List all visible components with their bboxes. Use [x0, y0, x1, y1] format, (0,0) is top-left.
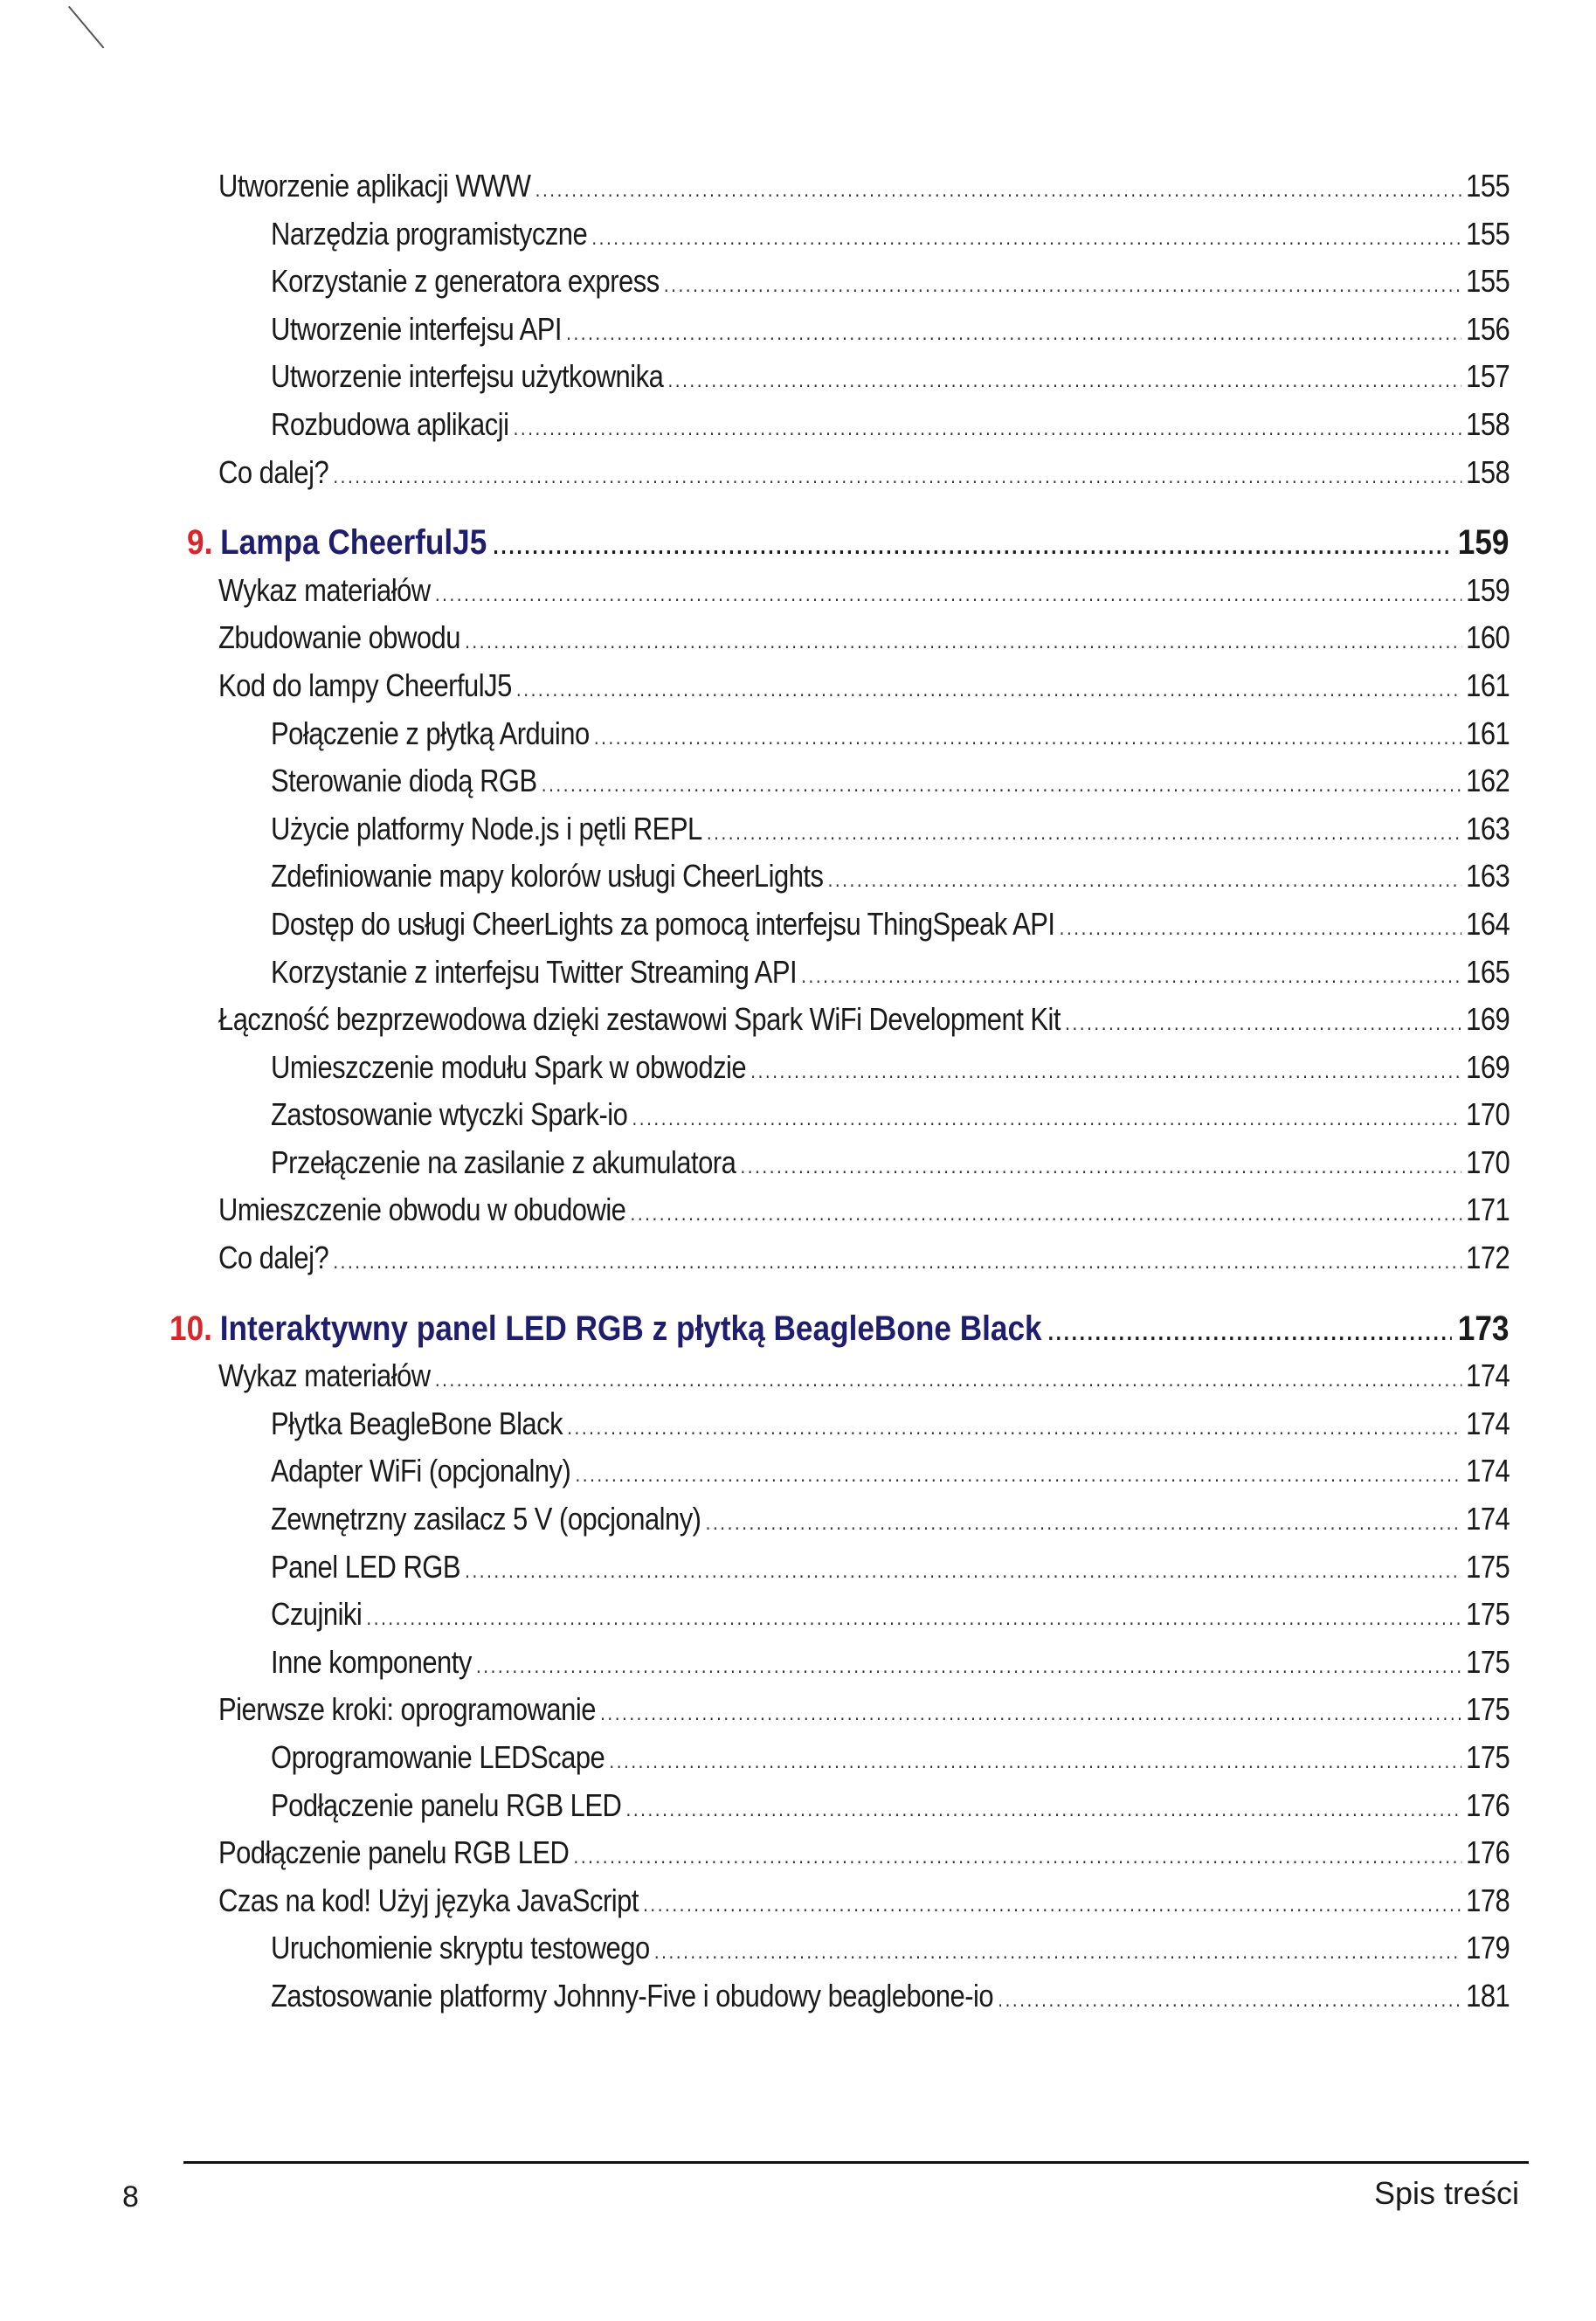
running-head: Spis treści: [1373, 2175, 1519, 2211]
dot-leader: [574, 1834, 1461, 1882]
toc-entry[interactable]: [271, 1447, 1510, 1496]
toc-entry-title: Adapter WiFi (opcjonalny): [271, 1453, 571, 1489]
toc-entry-title: Panel LED RGB: [271, 1548, 461, 1585]
toc-entry-title: Utworzenie interfejsu API: [271, 310, 562, 347]
toc-entry-title: Co dalej?: [218, 453, 329, 490]
dot-leader: [465, 618, 1461, 667]
toc-entry[interactable]: [218, 996, 1510, 1044]
chapter-page: 159: [1457, 523, 1510, 563]
dot-leader: [750, 1048, 1461, 1096]
toc-entry-title: Zastosowanie wtyczki Spark-io: [271, 1096, 628, 1133]
toc-entry-page: 169: [1466, 1048, 1510, 1085]
toc-entry[interactable]: [218, 1186, 1510, 1234]
toc-entry-page: 160: [1466, 619, 1510, 656]
toc-entry-title: Połączenie z płytką Arduino: [271, 715, 590, 751]
table-of-contents: [169, 162, 1510, 2021]
toc-entry-page: 162: [1466, 763, 1510, 799]
toc-entry-title: Co dalej?: [218, 1240, 329, 1276]
toc-entry[interactable]: [271, 949, 1510, 997]
dot-leader: [740, 1143, 1461, 1192]
toc-entry-title: Sterowanie diodą RGB: [271, 763, 537, 799]
toc-entry[interactable]: [218, 1352, 1510, 1400]
toc-entry-page: 175: [1466, 1596, 1510, 1633]
toc-entry[interactable]: [271, 1591, 1510, 1639]
toc-entry-page: 176: [1466, 1834, 1510, 1871]
dot-leader: [626, 1786, 1461, 1834]
toc-entry-page: 174: [1466, 1501, 1510, 1537]
dot-leader: [542, 762, 1461, 810]
toc-entry-title: Uruchomienie skryptu testowego: [271, 1930, 650, 1966]
toc-entry-page: 159: [1466, 571, 1510, 608]
toc-entry-page: 175: [1466, 1548, 1510, 1585]
toc-entry-page: 158: [1466, 453, 1510, 490]
toc-entry[interactable]: [271, 353, 1510, 401]
toc-entry-title: Użycie platformy Node.js i pętli REPL: [271, 810, 702, 846]
toc-entry[interactable]: [218, 1877, 1510, 1925]
toc-entry[interactable]: [271, 1139, 1510, 1187]
toc-entry-title: Zdefiniowanie mapy kolorów usługi CheerLights: [271, 858, 824, 895]
toc-section-a: [218, 162, 1510, 496]
toc-entry-title: Umieszczenie modułu Spark w obwodzie: [271, 1048, 747, 1085]
dot-leader: [366, 1595, 1461, 1643]
dot-leader: [801, 953, 1461, 1001]
toc-entry-title: Umieszczenie obwodu w obudowie: [218, 1192, 626, 1228]
toc-entry[interactable]: [271, 805, 1510, 853]
toc-entry-page: 165: [1466, 953, 1510, 990]
dot-leader: [632, 1095, 1461, 1143]
toc-entry-title: Zbudowanie obwodu: [218, 619, 460, 656]
toc-section-b: [218, 567, 1510, 1282]
dot-leader: [333, 453, 1461, 501]
toc-entry-page: 172: [1466, 1240, 1510, 1276]
toc-entry-title: Wykaz materiałów: [218, 571, 431, 608]
toc-entry-page: 174: [1466, 1405, 1510, 1441]
dot-leader: [567, 1405, 1461, 1453]
chapter-title: Interaktywny panel LED RGB z płytką BeagleBone Black: [219, 1309, 1042, 1348]
toc-entry-title: Zewnętrzny zasilacz 5 V (opcjonalny): [271, 1501, 701, 1537]
toc-entry-title: Oprogramowanie LEDScape: [271, 1739, 605, 1775]
toc-entry-page: 175: [1466, 1739, 1510, 1775]
toc-entry-title: Łączność bezprzewodowa dzięki zestawowi Spark WiFi Development Kit: [218, 1001, 1061, 1038]
toc-entry-title: Zastosowanie platformy Johnny-Five i obudowy beaglebone-io: [271, 1977, 994, 2014]
dot-leader: [600, 1690, 1461, 1738]
toc-entry-page: 161: [1466, 667, 1510, 703]
toc-entry-title: Utworzenie interfejsu użytkownika: [271, 358, 664, 395]
toc-entry[interactable]: [271, 853, 1510, 901]
toc-entry-title: Pierwsze kroki: oprogramowanie: [218, 1691, 596, 1728]
toc-section-c: [218, 1352, 1510, 2020]
toc-entry[interactable]: [271, 1091, 1510, 1139]
toc-entry-title: Rozbudowa aplikacji: [271, 405, 509, 442]
toc-entry-page: 161: [1466, 715, 1510, 751]
toc-entry[interactable]: [271, 258, 1510, 306]
chapter-page: 173: [1457, 1309, 1510, 1348]
toc-entry-title: Inne komponenty: [271, 1643, 472, 1680]
toc-entry-title: Podłączenie panelu RGB LED: [218, 1834, 570, 1871]
toc-entry[interactable]: [271, 1639, 1510, 1687]
dot-leader: [591, 215, 1461, 263]
toc-entry[interactable]: [218, 567, 1510, 615]
toc-entry[interactable]: [271, 1972, 1510, 2021]
toc-entry[interactable]: [271, 1734, 1510, 1782]
dot-leader: [566, 310, 1461, 358]
toc-entry-title: Korzystanie z interfejsu Twitter Streaming API: [271, 953, 798, 990]
toc-entry-page: 155: [1466, 215, 1510, 252]
dot-leader: [465, 1548, 1461, 1596]
chapter-title: Lampa CheerfulJ5: [220, 523, 487, 563]
dot-leader: [706, 1500, 1461, 1548]
toc-entry[interactable]: [271, 1496, 1510, 1544]
footer-rule: [183, 2161, 1529, 2164]
dot-leader: [609, 1738, 1461, 1786]
toc-entry-page: 175: [1466, 1691, 1510, 1728]
toc-entry-title: Kod do lampy CheerfulJ5: [218, 667, 512, 703]
toc-entry[interactable]: [218, 662, 1510, 710]
toc-entry[interactable]: [271, 710, 1510, 758]
toc-entry[interactable]: [271, 401, 1510, 449]
dot-leader: [575, 1452, 1461, 1500]
toc-entry-page: 156: [1466, 310, 1510, 347]
dot-leader: [514, 405, 1461, 453]
toc-entry-page: 164: [1466, 905, 1510, 942]
chapter-10-heading[interactable]: [169, 1305, 1510, 1353]
toc-entry-page: 171: [1466, 1192, 1510, 1228]
dot-leader: [643, 1882, 1461, 1930]
toc-entry[interactable]: [218, 162, 1510, 211]
toc-entry-page: 175: [1466, 1643, 1510, 1680]
dot-leader: [333, 1239, 1461, 1287]
toc-entry-page: 174: [1466, 1357, 1510, 1394]
toc-entry-page: 163: [1466, 810, 1510, 846]
toc-entry[interactable]: [271, 1782, 1510, 1830]
dot-leader: [435, 1357, 1461, 1405]
toc-entry[interactable]: [218, 1234, 1510, 1282]
toc-entry[interactable]: [218, 1829, 1510, 1877]
toc-entry[interactable]: [271, 306, 1510, 354]
dot-leader: [476, 1643, 1461, 1691]
toc-entry[interactable]: [271, 1400, 1510, 1448]
toc-entry-page: 176: [1466, 1786, 1510, 1823]
dot-leader: [667, 357, 1461, 405]
chapter-number: 9.: [187, 523, 213, 563]
toc-entry-title: Czujniki: [271, 1596, 363, 1633]
dot-leader: [664, 262, 1461, 310]
toc-entry[interactable]: [218, 614, 1510, 662]
dot-leader: [493, 522, 1451, 570]
toc-entry-title: Czas na kod! Użyj języka JavaScript: [218, 1882, 639, 1918]
toc-entry-page: 179: [1466, 1930, 1510, 1966]
toc-entry-page: 163: [1466, 858, 1510, 895]
toc-entry-title: Narzędzia programistyczne: [271, 215, 588, 252]
page-number: 8: [122, 2180, 139, 2214]
dot-leader: [1060, 905, 1461, 953]
dot-leader: [594, 715, 1461, 763]
toc-entry-title: Przełączenie na zasilanie z akumulatora: [271, 1143, 736, 1180]
toc-entry-title: Wykaz materiałów: [218, 1357, 431, 1394]
dot-leader: [707, 810, 1461, 858]
toc-entry[interactable]: [271, 1044, 1510, 1092]
toc-entry-page: 181: [1466, 1977, 1510, 2014]
toc-entry-page: 155: [1466, 263, 1510, 300]
toc-entry-page: 169: [1466, 1001, 1510, 1038]
toc-entry-title: Dostęp do usługi CheerLights za pomocą interfejsu ThingSpeak API: [271, 905, 1055, 942]
toc-entry-title: Płytka BeagleBone Black: [271, 1405, 563, 1441]
toc-entry-page: 170: [1466, 1143, 1510, 1180]
toc-entry[interactable]: [271, 1544, 1510, 1592]
toc-entry-page: 178: [1466, 1882, 1510, 1918]
dot-leader: [1048, 1309, 1452, 1357]
chapter-9-heading[interactable]: [187, 519, 1510, 567]
toc-entry-title: Utworzenie aplikacji WWW: [218, 168, 531, 204]
dot-leader: [535, 167, 1461, 215]
toc-entry[interactable]: [271, 901, 1510, 949]
toc-entry[interactable]: [271, 211, 1510, 259]
toc-entry[interactable]: [271, 757, 1510, 805]
dot-leader: [435, 571, 1461, 619]
dot-leader: [1065, 1000, 1461, 1048]
toc-entry-title: Podłączenie panelu RGB LED: [271, 1786, 622, 1823]
dot-leader: [998, 1977, 1461, 2025]
scan-mark: [68, 6, 104, 49]
toc-entry[interactable]: [218, 449, 1510, 497]
chapter-number: 10.: [169, 1309, 212, 1348]
toc-entry-page: 155: [1466, 168, 1510, 204]
toc-entry-page: 174: [1466, 1453, 1510, 1489]
toc-entry-page: 170: [1466, 1096, 1510, 1133]
dot-leader: [654, 1929, 1461, 1977]
toc-entry-page: 158: [1466, 405, 1510, 442]
toc-entry-page: 157: [1466, 358, 1510, 395]
toc-entry-title: Korzystanie z generatora express: [271, 263, 660, 300]
toc-entry[interactable]: [218, 1686, 1510, 1734]
dot-leader: [828, 857, 1461, 905]
toc-entry[interactable]: [271, 1924, 1510, 1972]
dot-leader: [516, 667, 1461, 715]
dot-leader: [631, 1191, 1461, 1239]
